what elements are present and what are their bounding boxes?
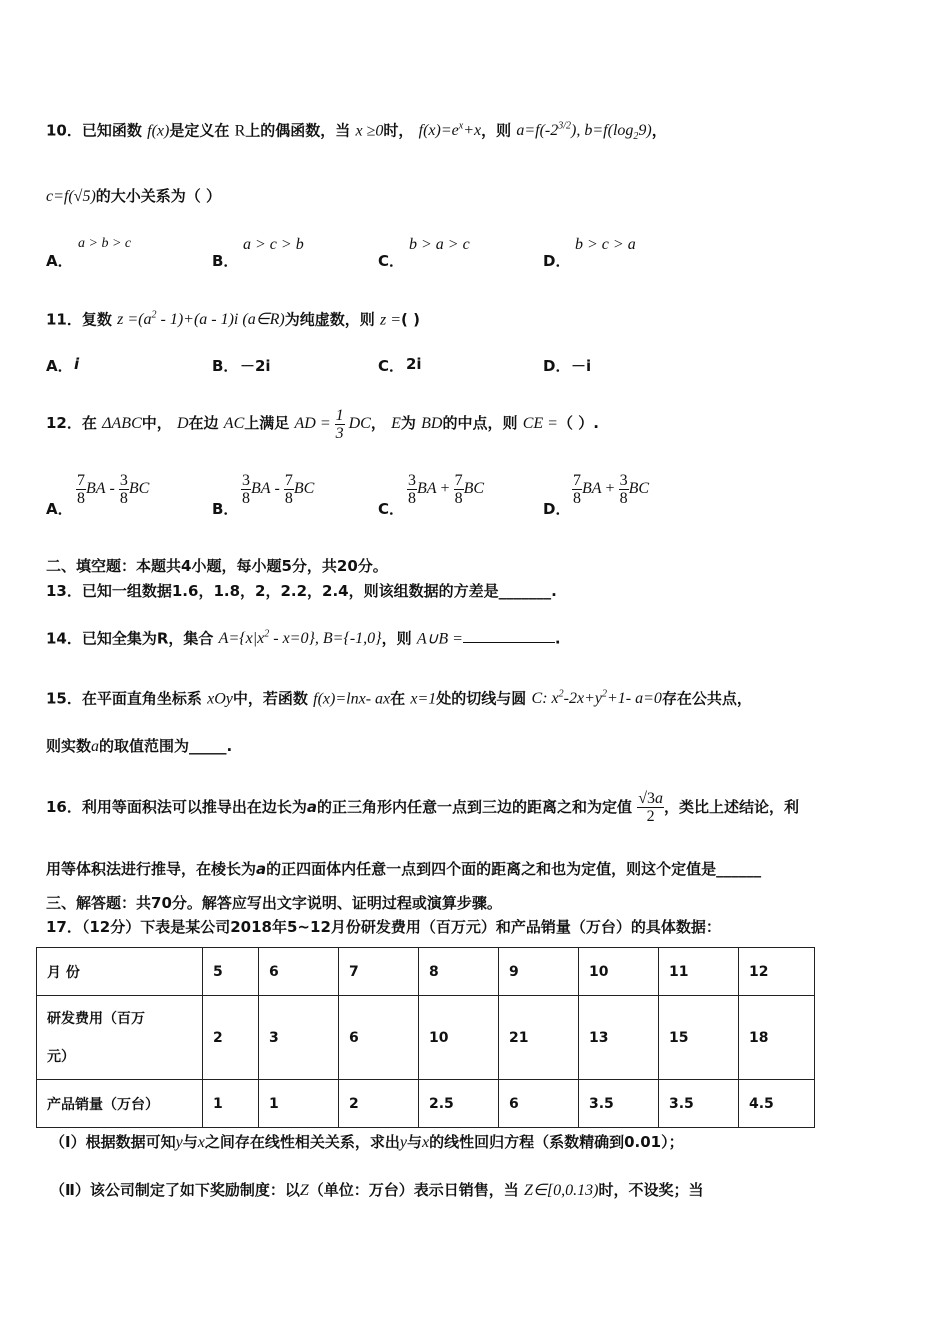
q11-option-b[interactable]: －2i bbox=[240, 357, 271, 375]
math-f-ln: f(x)=lnx- ax bbox=[313, 690, 391, 708]
question-17-part2: （Ⅱ）该公司制定了如下奖励制度：以Z（单位：万台）表示日销售，当 Z∈[0,0.13)时，不设奖；当 bbox=[50, 1181, 704, 1199]
question-13: 13．已知一组数据1.6，1.8，2，2.2，2.4，则该组数据的方差是_______. bbox=[46, 582, 557, 600]
table-row: 研发费用（百万 元） 2 3 6 10 21 13 15 18 bbox=[37, 996, 815, 1080]
q10-option-a-label[interactable]: A． bbox=[46, 252, 73, 270]
q11-option-c-label[interactable]: C． bbox=[378, 357, 405, 375]
q10-option-c-label[interactable]: C． bbox=[378, 252, 405, 270]
q11-option-d-label[interactable]: D． bbox=[543, 357, 571, 375]
question-15-line2: 则实数a的取值范围为_____. bbox=[46, 737, 233, 755]
q12-option-d-label[interactable]: D． bbox=[543, 500, 571, 518]
q10-option-b[interactable]: a > c > b bbox=[243, 236, 304, 253]
question-17-part1: （Ⅰ）根据数据可知y与x之间存在线性相关关系，求出y与x的线性回归方程（系数精确到0.01）； bbox=[50, 1133, 684, 1151]
q11-option-d[interactable]: －i bbox=[571, 357, 592, 375]
table-row: 月 份 5 6 7 8 9 10 11 12 bbox=[37, 948, 815, 996]
q12-option-a[interactable]: $\frac{7}{8}$ BA - $\frac{3}{8}$ BC bbox=[77, 472, 150, 507]
question-14: 14．已知全集为R，集合 $A=\{x|x^2 - x=0\}$, B={-1,0}，则 A∪B = . bbox=[46, 629, 561, 648]
q10-option-d-label[interactable]: D． bbox=[543, 252, 571, 270]
math-R: R bbox=[234, 122, 246, 140]
q10-option-d[interactable]: b > c > a bbox=[575, 236, 636, 253]
q10-option-a[interactable]: a > b > c bbox=[78, 236, 132, 251]
question-16-line1: 16．利用等面积法可以推导出在边长为a的正三角形内任意一点到三边的距离之和为定值 $\frac{√3a}{2}$ ，类比上述结论，利 bbox=[46, 790, 800, 825]
q12-option-b-label[interactable]: B． bbox=[212, 500, 239, 518]
math-fx-def: $f(x)=e^x+x$ bbox=[418, 121, 482, 140]
q12-option-d[interactable]: $\frac{7}{8}$ BA + $\frac{3}{8}$ BC bbox=[573, 472, 650, 507]
q11-option-b-label[interactable]: B． bbox=[212, 357, 239, 375]
section-2-heading: 二、填空题：本题共4小题，每小题5分，共20分。 bbox=[46, 557, 388, 575]
q12-option-a-label[interactable]: A． bbox=[46, 500, 73, 518]
q11-option-a[interactable]: i bbox=[74, 355, 80, 373]
question-16-line2: 用等体积法进行推导，在棱长为a的正四面体内任意一点到四个面的距离之和也为定值，则这个定值是______ bbox=[46, 860, 762, 878]
math-z-interval: Z∈[0,0.13) bbox=[524, 1182, 599, 1199]
data-table bbox=[36, 947, 815, 1128]
question-11: 11．复数 $z =(a^2 - 1)+(a - 1)i$ (a∈R)为纯虚数，则 z =( ) bbox=[46, 310, 420, 329]
q12-option-c-label[interactable]: C． bbox=[378, 500, 405, 518]
question-10-line2: c=f(√5)的大小关系为（ ） bbox=[46, 187, 222, 205]
question-10-line1: 10．已知函数 f(x)是定义在 R上的偶函数，当 x ≥0时， $f(x)=e^x+x$，则 $a=f(-2^{3/2})$, $b=f(\log_29)$， bbox=[46, 121, 667, 143]
math-fx: f(x) bbox=[147, 122, 170, 140]
math-abc-def: $a=f(-2^{3/2})$, $b=f(\log_29)$ bbox=[516, 121, 652, 143]
q11-option-c[interactable]: 2i bbox=[406, 355, 422, 373]
q11-option-a-label[interactable]: A． bbox=[46, 357, 73, 375]
math-z-def: $z =(a^2 - 1)+(a - 1)i$ (a∈R) bbox=[117, 310, 285, 329]
answer-blank[interactable] bbox=[463, 642, 555, 643]
math-ad-eq: AD = $\frac{1}{3}$ DC bbox=[294, 406, 371, 442]
q12-option-c[interactable]: $\frac{3}{8}$ BA + $\frac{7}{8}$ BC bbox=[408, 472, 485, 507]
section-3-heading: 三、解答题：共70分。解答应写出文字说明、证明过程或演算步骤。 bbox=[46, 894, 502, 912]
q10-option-b-label[interactable]: B． bbox=[212, 252, 239, 270]
math-x-ge-0: x ≥0 bbox=[355, 122, 384, 140]
math-c-def: c=f(√5) bbox=[46, 188, 96, 205]
q10-option-c[interactable]: b > a > c bbox=[409, 236, 470, 253]
question-12: 12．在 ΔABC中， D在边 AC上满足 AD = $\frac{1}{3}$ DC， E为 BD的中点，则 CE =（ ）. bbox=[46, 406, 599, 442]
math-set-a: $A=\{x|x^2 - x=0\}$, B={-1,0} bbox=[218, 629, 382, 648]
math-sqrt3a-over-2: $\frac{√3a}{2}$ bbox=[638, 790, 664, 825]
math-circle-c: C: $x^2-2x+y^2+1-$ a=0 bbox=[531, 689, 662, 708]
table-row: 产品销量（万台） 1 1 2 2.5 6 3.5 3.5 4.5 bbox=[37, 1080, 815, 1128]
question-17-intro: 17．（12分）下表是某公司2018年5~12月份研发费用（百万元）和产品销量（万台）的具体数据： bbox=[46, 918, 721, 936]
question-15-line1: 15．在平面直角坐标系 xOy中，若函数 f(x)=lnx- ax在 x=1处的切线与圆 C: $x^2-2x+y^2+1-$ a=0存在公共点， bbox=[46, 689, 752, 708]
q12-option-b[interactable]: $\frac{3}{8}$ BA - $\frac{7}{8}$ BC bbox=[242, 472, 315, 507]
math-triangle-abc: ΔABC bbox=[102, 415, 142, 432]
